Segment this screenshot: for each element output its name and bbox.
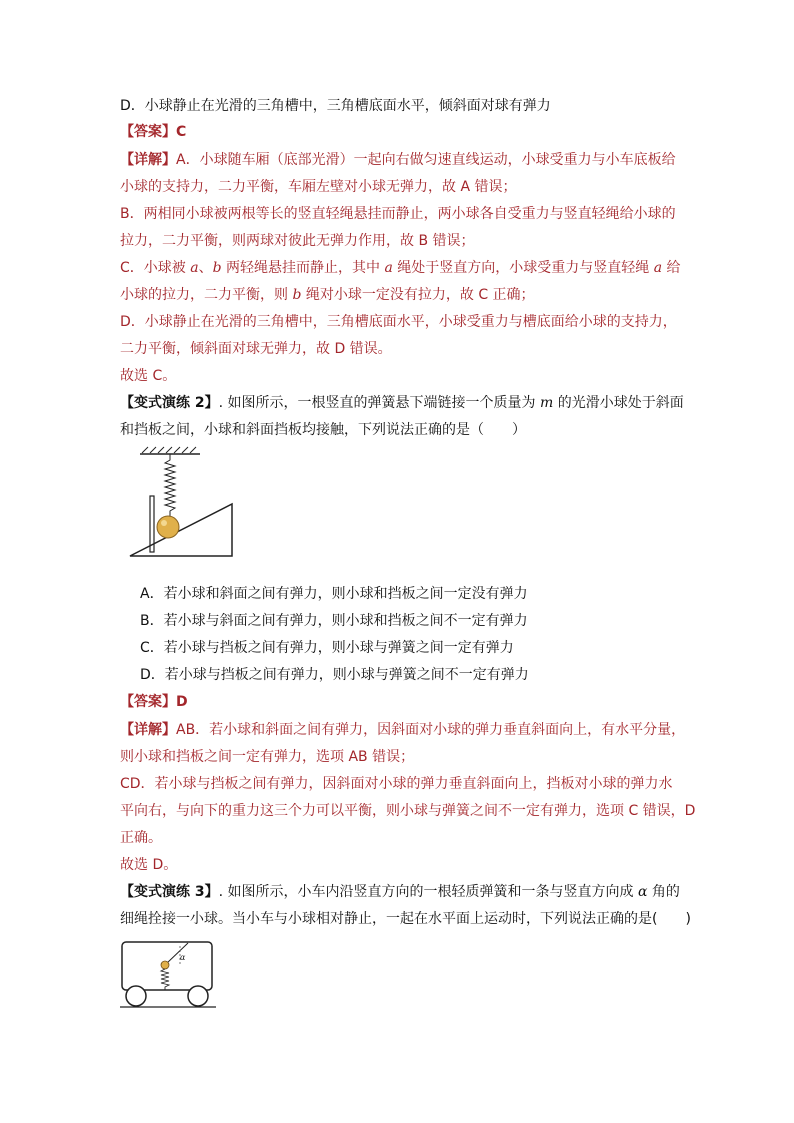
text: 的光滑小球处于斜面 [553, 395, 684, 411]
answer-2 [120, 692, 188, 712]
text: 绳处于竖直方向，小球受重力与竖直轻绳 [392, 260, 654, 276]
answer-value: D [176, 694, 188, 710]
detail-tag: 【详解】 [120, 722, 176, 738]
wheel-right [188, 986, 208, 1006]
detail-2-ab [120, 720, 685, 740]
detail-2-ab2: 则小球和挡板之间一定有弹力，选项 AB 错误； [120, 749, 415, 765]
detail-text: AB．若小球和斜面之间有弹力，因斜面对小球的弹力垂直斜面向上，有水平分量， [176, 722, 686, 738]
text: 绳对小球一定没有拉力，故 C 正确； [301, 287, 535, 303]
detail-1-d: D．小球静止在光滑的三角槽中，三角槽底面水平，小球受重力与槽底面给小球的支持力， [120, 314, 677, 330]
detail-2-cd3: 正确。 [120, 830, 162, 846]
q2-option-a: A．若小球和斜面之间有弹力，则小球和挡板之间一定没有弹力 [140, 586, 528, 602]
q2-option-c: C．若小球与挡板之间有弹力，则小球与弹簧之间一定有弹力 [140, 640, 514, 656]
question-2-line2: 和挡板之间，小球和斜面挡板均接触，下列说法正确的是（ ） [120, 422, 526, 438]
figure-cart-svg [118, 936, 218, 1012]
cart-ball [161, 961, 169, 969]
answer-1 [120, 122, 186, 142]
question-tag: 【变式演练 3】 [120, 884, 219, 900]
detail-1-a2: 小球的支持力，二力平衡，车厢左壁对小球无弹力，故 A 错误； [120, 179, 517, 195]
detail-1-c [120, 258, 681, 278]
var-m: m [539, 395, 554, 411]
question-tag: 【变式演练 2】 [120, 395, 219, 411]
question-3-line2: 细绳拴接一小球。当小车与小球相对静止，一起在水平面上运动时，下列说法正确的是( ) [120, 911, 691, 927]
text: 小球的拉力，二力平衡，则 [120, 287, 293, 303]
figure-spring-incline-svg [126, 446, 246, 568]
text: . 如图所示，小车内沿竖直方向的一根轻质弹簧和一条与竖直方向成 [218, 884, 638, 900]
detail-1-b2: 拉力，二力平衡，则两球对彼此无弹力作用，故 B 错误； [120, 233, 475, 249]
figure-spring-incline [126, 446, 246, 568]
ball [157, 516, 179, 538]
detail-text: A．小球随车厢（底部光滑）一起向右做匀速直线运动，小球受重力与小车底板给 [176, 152, 676, 168]
detail-1-a [120, 150, 676, 170]
q2-option-d: D．若小球与挡板之间有弹力，则小球与弹簧之间不一定有弹力 [140, 667, 529, 683]
answer-tag: 【答案】 [120, 694, 176, 710]
text: C．小球被 [120, 260, 191, 276]
text: 给 [662, 260, 681, 276]
text: 两轻绳悬挂而静止，其中 [221, 260, 385, 276]
ball-highlight [161, 520, 167, 526]
alpha-label: α [180, 953, 186, 962]
text: 、 [198, 260, 213, 276]
detail-1-c2 [120, 285, 535, 305]
detail-2-cd2: 平向右，与向下的重力这三个力可以平衡，则小球与弹簧之间不一定有弹力，选项 C 错误，D [120, 803, 696, 819]
detail-tag: 【详解】 [120, 152, 176, 168]
incline [130, 504, 232, 556]
q2-option-b: B．若小球与斜面之间有弹力，则小球和挡板之间不一定有弹力 [140, 613, 528, 629]
var-a: a [653, 260, 663, 276]
text: . 如图所示，一根竖直的弹簧悬下端链接一个质量为 [218, 395, 540, 411]
detail-1-d2: 二力平衡，倾斜面对球无弹力，故 D 错误。 [120, 341, 392, 357]
choose-1: 故选 C。 [120, 368, 177, 384]
wheel-left [126, 986, 146, 1006]
detail-1-b: B．两相同小球被两根等长的竖直轻绳悬挂而静止，两小球各自受重力与竖直轻绳给小球的 [120, 206, 676, 222]
text: 角的 [647, 884, 680, 900]
cart-spring [161, 969, 169, 990]
figure-cart [118, 936, 218, 1012]
var-a: a [384, 260, 393, 276]
var-b: b [292, 287, 302, 303]
ceiling-hatch [142, 447, 196, 453]
question-2 [120, 393, 684, 413]
answer-value: C [176, 124, 187, 140]
option-d-line: D．小球静止在光滑的三角槽中，三角槽底面水平，倾斜面对球有弹力 [120, 98, 551, 114]
detail-2-cd: CD．若小球与挡板之间有弹力，因斜面对小球的弹力垂直斜面向上，挡板对小球的弹力水 [120, 776, 673, 792]
question-3 [120, 882, 680, 902]
answer-tag: 【答案】 [120, 124, 176, 140]
var-b: b [212, 260, 222, 276]
var-a: a [190, 260, 199, 276]
spring [165, 454, 175, 516]
var-alpha: α [637, 884, 648, 900]
choose-2: 故选 D。 [120, 857, 178, 873]
